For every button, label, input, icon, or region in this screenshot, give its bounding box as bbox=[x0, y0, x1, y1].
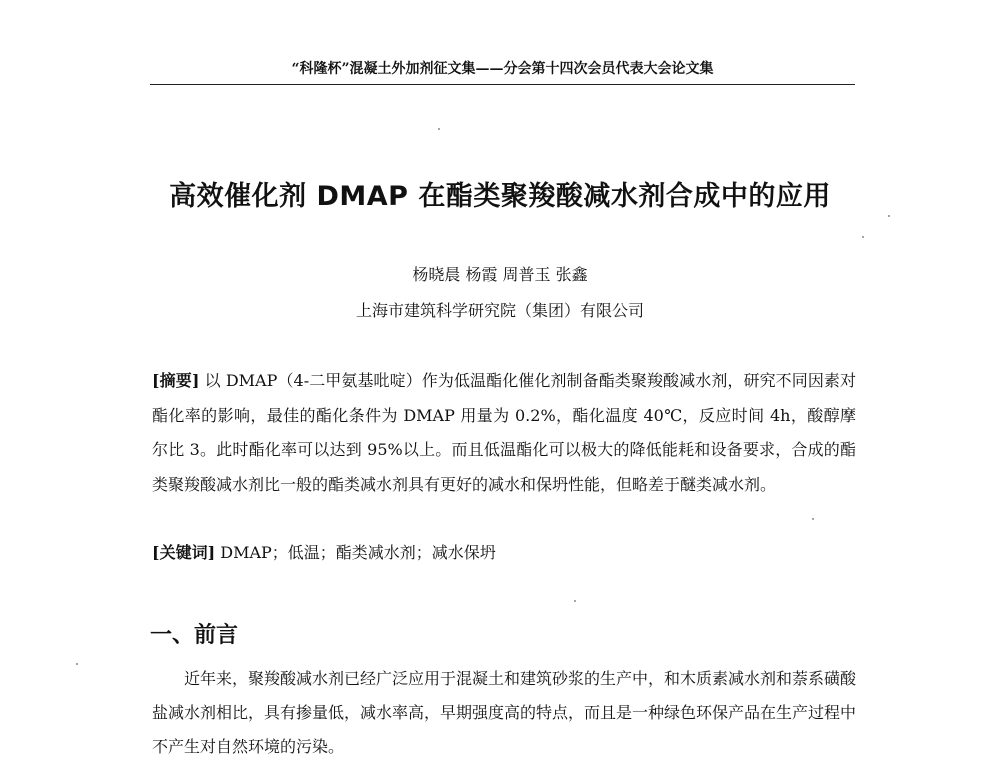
scan-speck bbox=[888, 215, 890, 217]
body-paragraph: 近年来，聚羧酸减水剂已经广泛应用于混凝土和建筑砂浆的生产中，和木质素减水剂和萘系磺酸盐减水剂相比，具有掺量低，减水率高，早期强度高的特点，而且是一种绿色环保产品在生产过程中不产生对自然环境的污染。 bbox=[152, 669, 857, 756]
running-header: “科隆杯”混凝土外加剂征文集——分会第十四次会员代表大会论文集 bbox=[150, 58, 855, 85]
section-heading: 一、前言 bbox=[150, 623, 239, 648]
abstract-text: 以 DMAP（4-二甲氨基吡啶）作为低温酯化催化剂制备酯类聚羧酸减水剂，研究不同因素对酯化率的影响，最佳的酯化条件为 DMAP 用量为 0.2%，酯化温度 40℃，反应时间 4h，酸醇摩尔比 3。此时酯化率可以达到 95%以上。而且低温酯化可以极大的降低能耗和设备要求，合成的酯类聚羧酸减水剂比一般的酯类减水剂具有更好的减水和保坍性能，但略差于醚类减水剂。 bbox=[152, 371, 856, 494]
scan-speck bbox=[812, 518, 814, 520]
scan-speck bbox=[438, 128, 440, 130]
keywords bbox=[152, 538, 856, 568]
scan-speck bbox=[76, 663, 78, 665]
scan-speck bbox=[574, 600, 576, 602]
abstract bbox=[152, 364, 856, 502]
scan-speck bbox=[862, 236, 864, 238]
abstract-label: [摘要] bbox=[152, 371, 200, 390]
paper-title: 高效催化剂 DMAP 在酯类聚羧酸减水剂合成中的应用 bbox=[169, 181, 831, 212]
affiliation: 上海市建筑科学研究院（集团）有限公司 bbox=[355, 301, 644, 320]
keywords-label: [关键词] bbox=[152, 543, 216, 562]
keywords-text: DMAP；低温；酯类减水剂；减水保坍 bbox=[215, 543, 496, 562]
authors: 杨晓晨 杨霞 周普玉 张鑫 bbox=[412, 265, 588, 284]
